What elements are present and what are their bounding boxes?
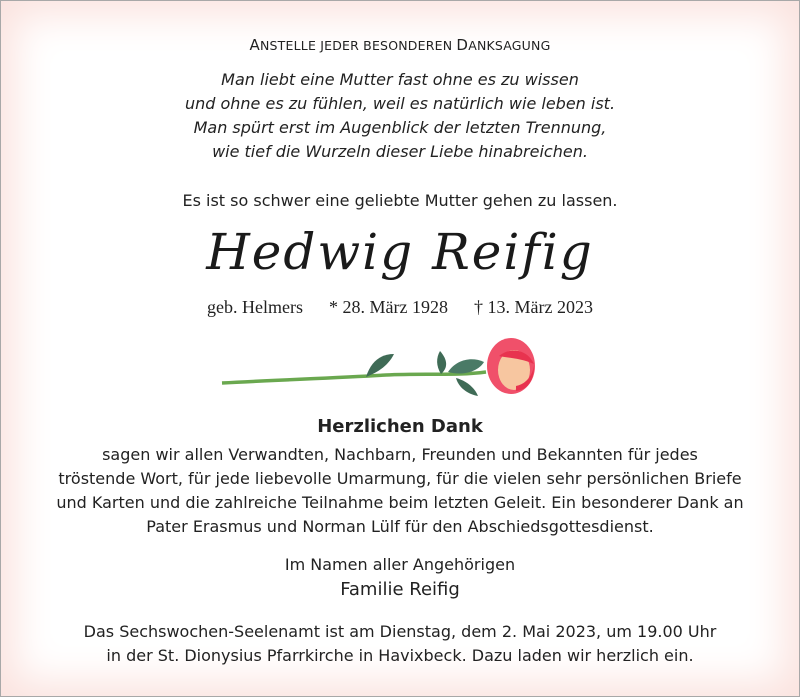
poem-line: wie tief die Wurzeln dieser Liebe hinabreichen. bbox=[212, 142, 588, 161]
thanks-title: Herzlichen Dank bbox=[317, 416, 483, 437]
header-text: NSTELLE JEDER BESONDEREN bbox=[260, 38, 457, 53]
service-info: in der St. Dionysius Pfarrkirche in Havixbeck. Dazu laden wir herzlich ein. bbox=[106, 646, 694, 665]
notice-header bbox=[1, 36, 799, 54]
signature-family: Familie Reifig bbox=[340, 579, 460, 600]
deceased-name: Hedwig Reifig bbox=[206, 223, 594, 281]
thanks-line: und Karten und die zahlreiche Teilnahme beim letzten Geleit. Ein besonderer Dank an bbox=[56, 493, 744, 512]
service-info: Das Sechswochen-Seelenamt ist am Dienstag, dem 2. Mai 2023, um 19.00 Uhr bbox=[83, 622, 717, 641]
header-text-2: ANKSAGUNG bbox=[468, 38, 551, 53]
poem-line: Man liebt eine Mutter fast ohne es zu wissen bbox=[221, 70, 579, 89]
life-dates bbox=[1, 297, 799, 318]
birth-date: * 28. März 1928 bbox=[329, 297, 448, 317]
signature-intro: Im Namen aller Angehörigen bbox=[284, 555, 516, 574]
poem-line: Man spürt erst im Augenblick der letzten Trennung, bbox=[193, 118, 607, 137]
poem-line: und ohne es zu fühlen, weil es natürlich wie leben ist. bbox=[184, 94, 616, 113]
thanks-line: Pater Erasmus und Norman Lülf für den Abschiedsgottesdienst. bbox=[146, 517, 654, 536]
header-initial-2: D bbox=[456, 36, 469, 54]
thanks-line: tröstende Wort, für jede liebevolle Umarmung, für die vielen sehr persönlichen Briefe bbox=[58, 469, 742, 488]
lead-text: Es ist so schwer eine geliebte Mutter gehen zu lassen. bbox=[182, 191, 618, 210]
birth-name: geb. Helmers bbox=[207, 297, 303, 317]
rose-image bbox=[216, 336, 546, 406]
thanks-line: sagen wir allen Verwandten, Nachbarn, Freunden und Bekannten für jedes bbox=[102, 445, 698, 464]
header-initial: A bbox=[249, 36, 260, 54]
death-date: † 13. März 2023 bbox=[473, 297, 593, 317]
